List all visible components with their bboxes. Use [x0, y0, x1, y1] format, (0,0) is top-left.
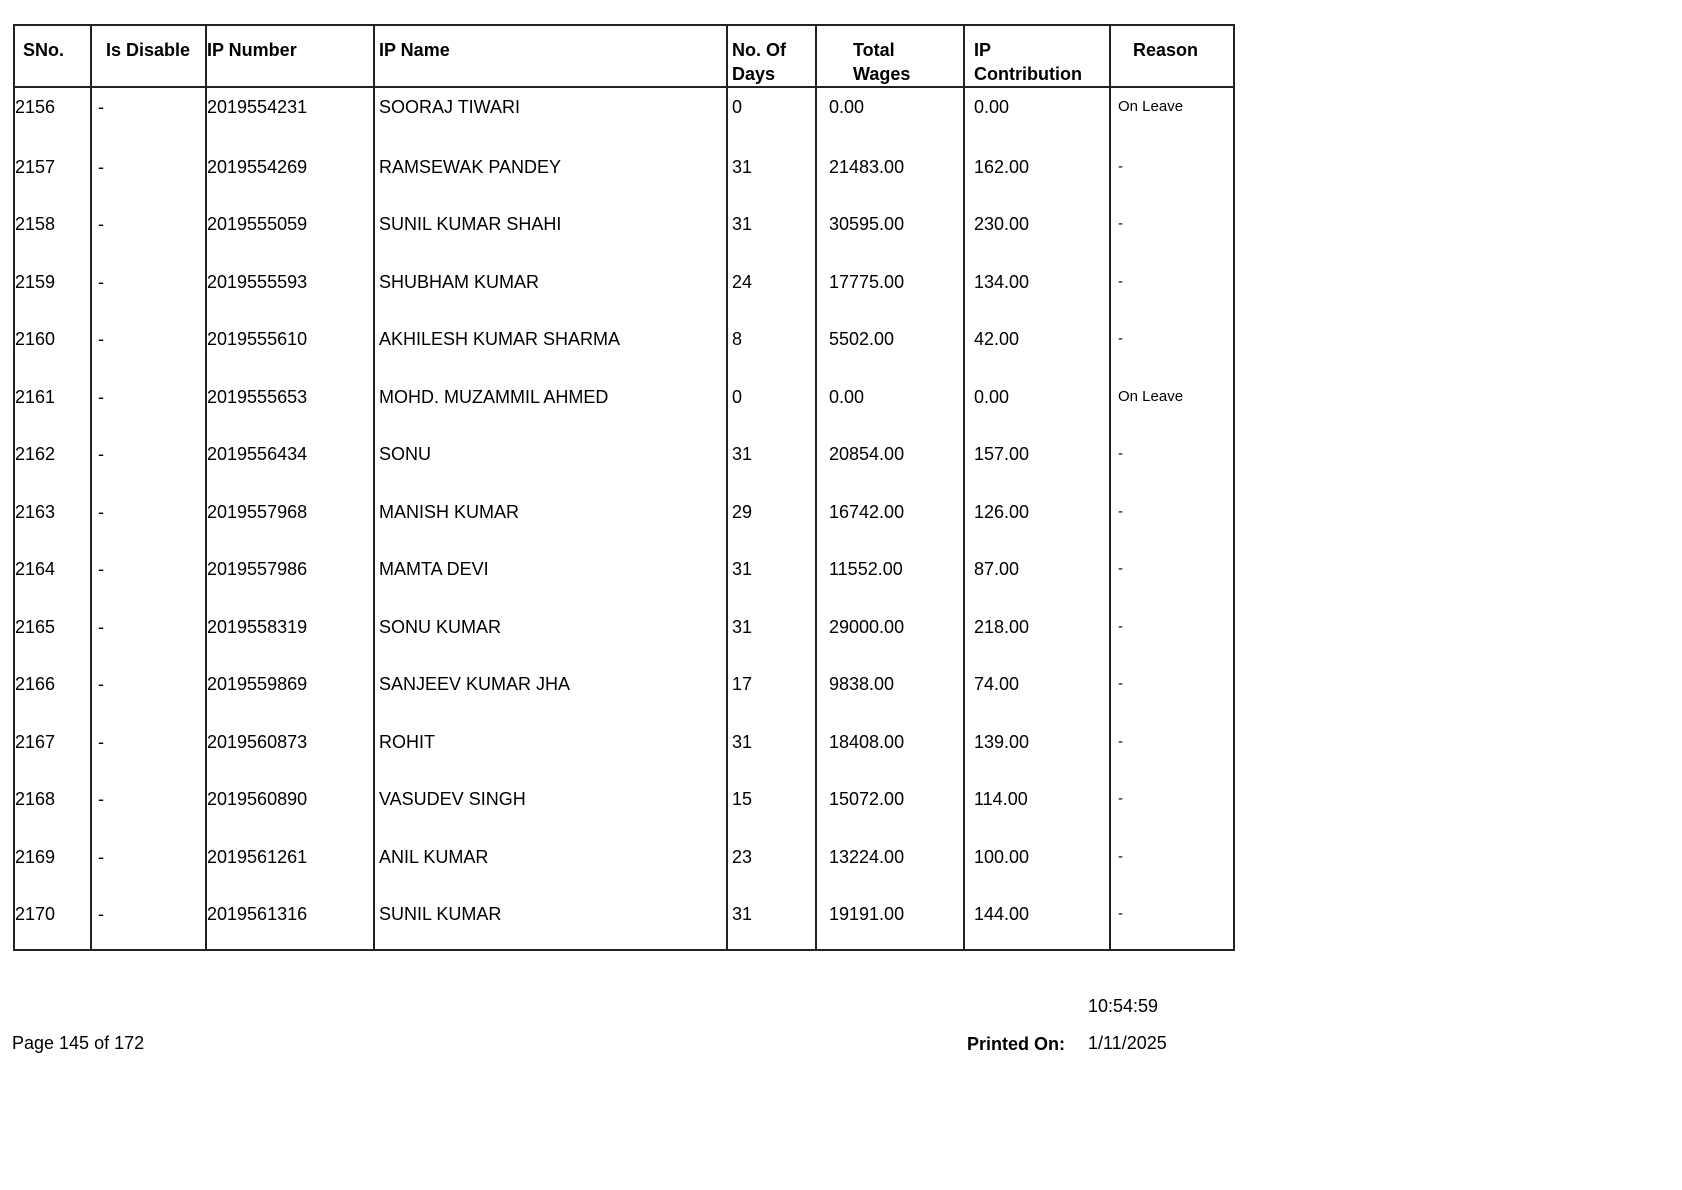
cell-is-disable: - — [91, 720, 206, 778]
cell-days: 23 — [727, 835, 816, 893]
printed-time: 10:54:59 — [1088, 996, 1159, 1016]
cell-sno: 2169 — [14, 835, 91, 893]
cell-ip-name: ANIL KUMAR — [374, 835, 727, 893]
cell-sno: 2170 — [14, 892, 91, 950]
cell-ip-contribution: 230.00 — [964, 202, 1110, 260]
cell-days: 17 — [727, 662, 816, 720]
cell-total-wages: 11552.00 — [816, 547, 964, 605]
cell-ip-number: 2019554231 — [206, 87, 374, 145]
cell-reason: - — [1110, 835, 1234, 893]
cell-days: 15 — [727, 777, 816, 835]
cell-days: 31 — [727, 892, 816, 950]
cell-reason: - — [1110, 432, 1234, 490]
cell-ip-contribution: 0.00 — [964, 375, 1110, 433]
cell-ip-name: MAMTA DEVI — [374, 547, 727, 605]
cell-reason: - — [1110, 260, 1234, 318]
cell-days: 31 — [727, 145, 816, 203]
cell-ip-name: ROHIT — [374, 720, 727, 778]
cell-total-wages: 29000.00 — [816, 605, 964, 663]
cell-reason: - — [1110, 720, 1234, 778]
cell-ip-contribution: 144.00 — [964, 892, 1110, 950]
cell-is-disable: - — [91, 260, 206, 318]
cell-is-disable: - — [91, 375, 206, 433]
cell-days: 0 — [727, 87, 816, 145]
cell-ip-name: SOORAJ TIWARI — [374, 87, 727, 145]
cell-reason: - — [1110, 547, 1234, 605]
cell-days: 8 — [727, 317, 816, 375]
cell-is-disable: - — [91, 202, 206, 260]
page-number: Page 145 of 172 — [12, 1033, 145, 1053]
cell-sno: 2161 — [14, 375, 91, 433]
cell-ip-contribution: 87.00 — [964, 547, 1110, 605]
cell-total-wages: 30595.00 — [816, 202, 964, 260]
cell-ip-contribution: 157.00 — [964, 432, 1110, 490]
header-row — [14, 25, 1234, 87]
cell-reason: - — [1110, 662, 1234, 720]
cell-is-disable: - — [91, 835, 206, 893]
cell-days: 0 — [727, 375, 816, 433]
header-ip-name: IP Name — [374, 25, 727, 87]
cell-ip-number: 2019556434 — [206, 432, 374, 490]
cell-sno: 2168 — [14, 777, 91, 835]
table-row — [14, 490, 1234, 548]
header-reason: Reason — [1110, 25, 1234, 87]
header-wages-line2: Wages — [853, 64, 911, 84]
cell-total-wages: 20854.00 — [816, 432, 964, 490]
cell-reason: On Leave — [1110, 87, 1234, 145]
cell-sno: 2158 — [14, 202, 91, 260]
cell-sno: 2164 — [14, 547, 91, 605]
table-row — [14, 145, 1234, 203]
cell-ip-contribution: 218.00 — [964, 605, 1110, 663]
cell-ip-contribution: 139.00 — [964, 720, 1110, 778]
cell-ip-number: 2019557968 — [206, 490, 374, 548]
header-days — [727, 25, 816, 87]
cell-ip-number: 2019557986 — [206, 547, 374, 605]
cell-ip-number: 2019559869 — [206, 662, 374, 720]
header-sno: SNo. — [14, 25, 91, 87]
cell-reason: - — [1110, 490, 1234, 548]
cell-sno: 2160 — [14, 317, 91, 375]
table-row — [14, 835, 1234, 893]
cell-days: 31 — [727, 720, 816, 778]
table-row — [14, 260, 1234, 318]
cell-ip-name: MOHD. MUZAMMIL AHMED — [374, 375, 727, 433]
cell-sno: 2163 — [14, 490, 91, 548]
cell-ip-contribution: 126.00 — [964, 490, 1110, 548]
cell-total-wages: 13224.00 — [816, 835, 964, 893]
cell-total-wages: 17775.00 — [816, 260, 964, 318]
cell-days: 24 — [727, 260, 816, 318]
cell-ip-contribution: 100.00 — [964, 835, 1110, 893]
cell-total-wages: 5502.00 — [816, 317, 964, 375]
cell-ip-name: SONU KUMAR — [374, 605, 727, 663]
cell-ip-number: 2019561316 — [206, 892, 374, 950]
cell-is-disable: - — [91, 490, 206, 548]
cell-total-wages: 21483.00 — [816, 145, 964, 203]
header-is-disable: Is Disable — [91, 25, 206, 87]
cell-ip-contribution: 74.00 — [964, 662, 1110, 720]
cell-reason: - — [1110, 892, 1234, 950]
cell-total-wages: 18408.00 — [816, 720, 964, 778]
table-row — [14, 777, 1234, 835]
cell-reason: - — [1110, 145, 1234, 203]
cell-is-disable: - — [91, 892, 206, 950]
contribution-table — [13, 24, 1235, 951]
cell-sno: 2166 — [14, 662, 91, 720]
header-wages-line1: Total — [853, 40, 895, 60]
cell-ip-contribution: 114.00 — [964, 777, 1110, 835]
table-row — [14, 605, 1234, 663]
cell-ip-name: SHUBHAM KUMAR — [374, 260, 727, 318]
header-contribution-line2: Contribution — [974, 64, 1082, 84]
cell-ip-number: 2019555059 — [206, 202, 374, 260]
cell-ip-name: SANJEEV KUMAR JHA — [374, 662, 727, 720]
cell-total-wages: 9838.00 — [816, 662, 964, 720]
cell-sno: 2165 — [14, 605, 91, 663]
header-wages — [816, 25, 964, 87]
table-row — [14, 432, 1234, 490]
cell-days: 31 — [727, 605, 816, 663]
cell-total-wages: 0.00 — [816, 375, 964, 433]
cell-reason: - — [1110, 317, 1234, 375]
cell-ip-number: 2019555593 — [206, 260, 374, 318]
header-days-line2: Days — [732, 64, 776, 84]
table-row — [14, 662, 1234, 720]
table-row — [14, 892, 1234, 950]
cell-ip-number: 2019561261 — [206, 835, 374, 893]
cell-ip-number: 2019555610 — [206, 317, 374, 375]
table-row — [14, 87, 1234, 145]
printed-date: 1/11/2025 — [1088, 1033, 1167, 1053]
table-body — [14, 87, 1234, 950]
header-contribution-line1: IP — [974, 40, 992, 60]
cell-is-disable: - — [91, 662, 206, 720]
cell-total-wages: 15072.00 — [816, 777, 964, 835]
cell-ip-number: 2019558319 — [206, 605, 374, 663]
cell-total-wages: 16742.00 — [816, 490, 964, 548]
cell-sno: 2156 — [14, 87, 91, 145]
cell-is-disable: - — [91, 547, 206, 605]
table-row — [14, 720, 1234, 778]
cell-sno: 2159 — [14, 260, 91, 318]
cell-sno: 2167 — [14, 720, 91, 778]
cell-reason: - — [1110, 605, 1234, 663]
cell-reason: - — [1110, 777, 1234, 835]
cell-sno: 2162 — [14, 432, 91, 490]
cell-ip-contribution: 0.00 — [964, 87, 1110, 145]
cell-ip-name: AKHILESH KUMAR SHARMA — [374, 317, 727, 375]
cell-ip-number: 2019555653 — [206, 375, 374, 433]
cell-ip-contribution: 42.00 — [964, 317, 1110, 375]
cell-is-disable: - — [91, 87, 206, 145]
cell-is-disable: - — [91, 317, 206, 375]
cell-is-disable: - — [91, 777, 206, 835]
table-row — [14, 317, 1234, 375]
cell-ip-number: 2019560873 — [206, 720, 374, 778]
header-contribution — [964, 25, 1110, 87]
header-ip-number: IP Number — [206, 25, 374, 87]
cell-ip-number: 2019560890 — [206, 777, 374, 835]
cell-total-wages: 0.00 — [816, 87, 964, 145]
cell-reason: On Leave — [1110, 375, 1234, 433]
cell-ip-contribution: 162.00 — [964, 145, 1110, 203]
cell-ip-name: SUNIL KUMAR SHAHI — [374, 202, 727, 260]
cell-days: 29 — [727, 490, 816, 548]
cell-is-disable: - — [91, 605, 206, 663]
cell-is-disable: - — [91, 145, 206, 203]
cell-ip-name: SUNIL KUMAR — [374, 892, 727, 950]
header-days-line1: No. Of — [732, 40, 786, 60]
cell-total-wages: 19191.00 — [816, 892, 964, 950]
cell-reason: - — [1110, 202, 1234, 260]
table-row — [14, 202, 1234, 260]
cell-days: 31 — [727, 547, 816, 605]
cell-days: 31 — [727, 432, 816, 490]
printed-on-label: Printed On: — [967, 1034, 1065, 1054]
cell-ip-name: VASUDEV SINGH — [374, 777, 727, 835]
cell-ip-name: MANISH KUMAR — [374, 490, 727, 548]
table-row — [14, 547, 1234, 605]
cell-sno: 2157 — [14, 145, 91, 203]
cell-ip-name: SONU — [374, 432, 727, 490]
cell-days: 31 — [727, 202, 816, 260]
cell-ip-number: 2019554269 — [206, 145, 374, 203]
cell-ip-name: RAMSEWAK PANDEY — [374, 145, 727, 203]
cell-is-disable: - — [91, 432, 206, 490]
table-row — [14, 375, 1234, 433]
cell-ip-contribution: 134.00 — [964, 260, 1110, 318]
